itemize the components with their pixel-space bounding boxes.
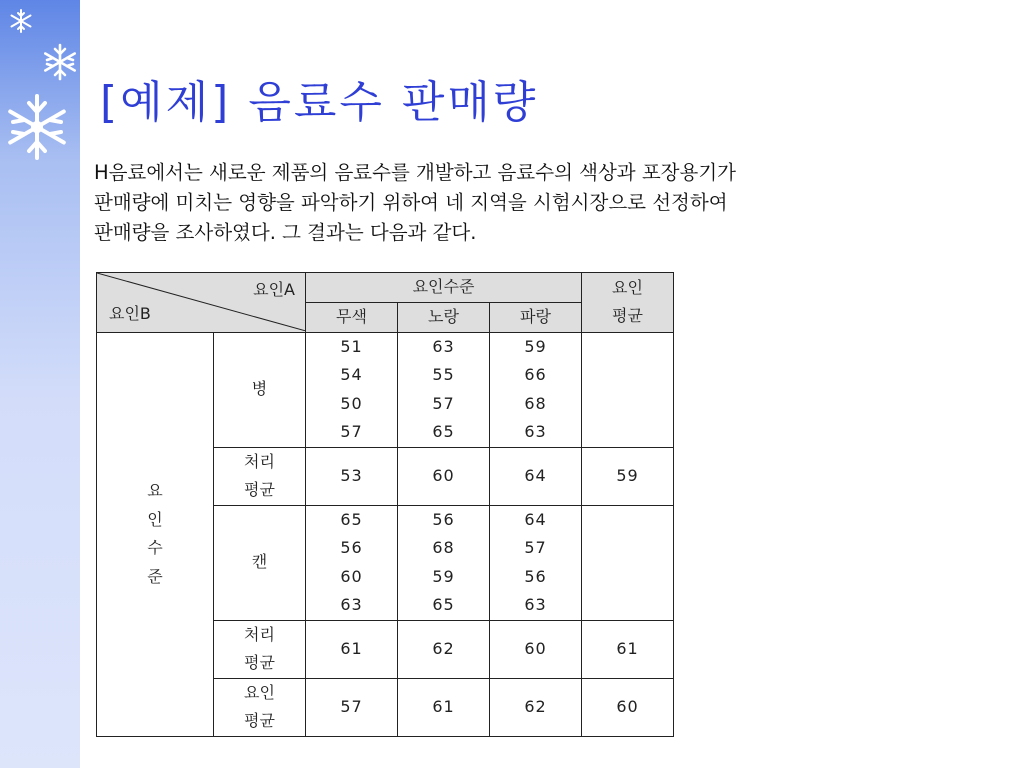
value: 68 bbox=[524, 393, 547, 413]
avg-cell: 60 bbox=[490, 620, 582, 678]
column-header: 파랑 bbox=[490, 303, 582, 333]
avg-header-line: 요인 bbox=[612, 277, 643, 297]
column-header: 노랑 bbox=[398, 303, 490, 333]
value: 56 bbox=[340, 538, 363, 557]
treatment-avg-label bbox=[214, 620, 306, 678]
avg-cell: 60 bbox=[582, 678, 674, 736]
value: 55 bbox=[432, 365, 455, 384]
avg-cell: 60 bbox=[398, 447, 490, 505]
avg-cell: 61 bbox=[306, 620, 398, 678]
data-cell bbox=[306, 505, 398, 620]
data-cell bbox=[490, 332, 582, 447]
value: 63 bbox=[524, 595, 547, 614]
value: 57 bbox=[432, 393, 455, 413]
can-label: 캔 bbox=[214, 505, 306, 620]
value: 51 bbox=[340, 336, 363, 356]
avg-cell: 59 bbox=[582, 447, 674, 505]
paragraph-line: H음료에서는 새로운 제품의 음료수를 개발하고 음료수의 색상과 포장용기가 bbox=[94, 161, 737, 184]
value: 50 bbox=[340, 393, 363, 413]
value: 65 bbox=[340, 509, 363, 529]
factor-a-label: 요인A bbox=[253, 280, 295, 299]
diagonal-header-cell bbox=[97, 273, 306, 333]
avg-cell: 62 bbox=[398, 620, 490, 678]
value: 60 bbox=[340, 566, 363, 586]
value: 65 bbox=[432, 422, 455, 441]
value: 64 bbox=[524, 509, 547, 529]
level-header: 요인수준 bbox=[306, 273, 582, 303]
data-cell bbox=[398, 505, 490, 620]
label-line: 처리 bbox=[244, 624, 275, 644]
treatment-avg-label bbox=[214, 447, 306, 505]
label-line: 요인 bbox=[244, 682, 275, 702]
data-cell bbox=[490, 505, 582, 620]
label-line: 평균 bbox=[244, 653, 275, 672]
label-line: 평균 bbox=[244, 480, 275, 499]
label-line: 평균 bbox=[244, 711, 275, 730]
value: 63 bbox=[340, 595, 363, 614]
value: 56 bbox=[432, 509, 455, 529]
data-cell bbox=[398, 332, 490, 447]
factor-avg-label bbox=[214, 678, 306, 736]
empty-cell bbox=[582, 332, 674, 447]
avg-cell: 64 bbox=[490, 447, 582, 505]
bottle-label: 병 bbox=[214, 332, 306, 447]
paragraph-line: 판매량을 조사하였다. 그 결과는 다음과 같다. bbox=[94, 221, 477, 244]
avg-cell: 53 bbox=[306, 447, 398, 505]
avg-header-line: 평균 bbox=[612, 306, 643, 326]
table-row bbox=[97, 332, 674, 447]
snowflake-icon bbox=[2, 92, 72, 162]
row-group-label bbox=[97, 332, 214, 736]
value: 65 bbox=[432, 595, 455, 614]
value: 57 bbox=[340, 422, 363, 441]
label-line: 처리 bbox=[244, 451, 275, 471]
value: 68 bbox=[432, 538, 455, 557]
snowflake-icon bbox=[8, 8, 34, 34]
description-paragraph bbox=[94, 158, 994, 248]
column-header: 무색 bbox=[306, 303, 398, 333]
avg-cell: 61 bbox=[398, 678, 490, 736]
paragraph-line: 판매량에 미치는 영향을 파악하기 위하여 네 지역을 시험시장으로 선정하여 bbox=[94, 191, 728, 214]
row-group-char: 인 bbox=[147, 509, 163, 529]
row-group-char: 요 bbox=[147, 481, 163, 500]
avg-header bbox=[582, 273, 674, 333]
side-decoration-strip bbox=[0, 0, 80, 768]
value: 66 bbox=[524, 365, 547, 384]
value: 57 bbox=[524, 538, 547, 557]
data-cell bbox=[306, 332, 398, 447]
sales-data-table bbox=[96, 272, 674, 737]
value: 54 bbox=[340, 365, 363, 384]
value: 59 bbox=[432, 566, 455, 586]
value: 56 bbox=[524, 566, 547, 586]
page-title: [예제] 음료수 판매량 bbox=[100, 77, 539, 128]
value: 59 bbox=[524, 336, 547, 356]
empty-cell bbox=[582, 505, 674, 620]
row-group-char: 수 bbox=[147, 538, 163, 557]
avg-cell: 57 bbox=[306, 678, 398, 736]
snowflake-icon bbox=[40, 42, 80, 82]
factor-b-label: 요인B bbox=[109, 304, 151, 323]
value: 63 bbox=[524, 422, 547, 441]
row-group-char: 준 bbox=[147, 566, 163, 586]
avg-cell: 62 bbox=[490, 678, 582, 736]
value: 63 bbox=[432, 336, 455, 356]
avg-cell: 61 bbox=[582, 620, 674, 678]
